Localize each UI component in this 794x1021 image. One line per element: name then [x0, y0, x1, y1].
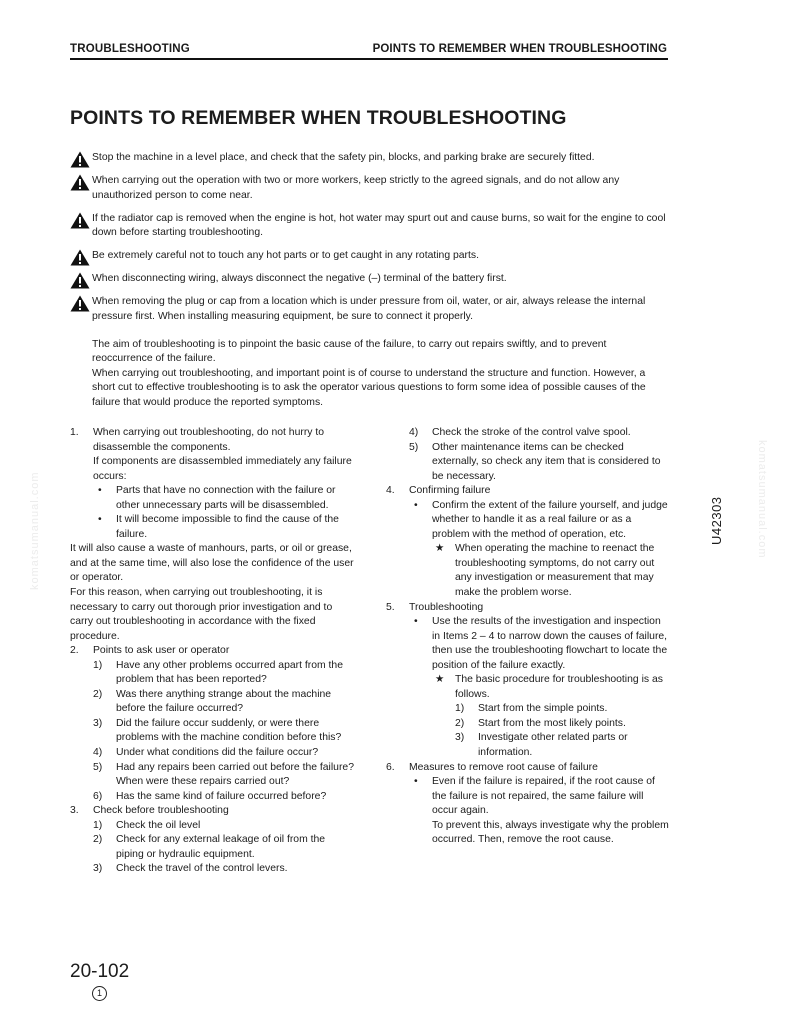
numbered-item — [70, 426, 354, 542]
item-text: Measures to remove root cause of failure — [409, 761, 598, 773]
star-icon: ★ — [435, 543, 445, 555]
intro-block — [92, 338, 668, 410]
sub-text: Had any repairs been carried out before the failure? — [116, 761, 354, 773]
item-number: 5. — [386, 601, 395, 613]
sub-item — [93, 717, 354, 746]
item-text: Troubleshooting — [409, 601, 484, 613]
sub-number: 2) — [93, 834, 103, 846]
warning-list — [70, 151, 670, 333]
sub-item — [409, 441, 670, 485]
bullet-text: It will become impossible to find the cause of the failure. — [116, 514, 339, 540]
item-number: 1. — [70, 427, 79, 438]
star-note — [432, 673, 670, 760]
body-paragraph: It will also cause a waste of manhours, parts, or oil or grease, and at the same time, will also lose the confidence of the user or operator. — [70, 543, 354, 584]
sub-text: Under what conditions did the failure occur? — [116, 747, 319, 759]
bullet-text: To prevent this, always investigate why the problem occurred. Then, remove the root cause. — [432, 819, 669, 846]
sub-text: Start from the most likely points. — [478, 717, 626, 729]
item-number: 6. — [386, 761, 395, 773]
sub-item — [93, 833, 354, 862]
item-text: Points to ask user or operator — [93, 645, 230, 657]
sub-number: 1) — [93, 659, 103, 671]
sub-item — [93, 746, 354, 761]
sub-item — [93, 819, 354, 834]
star-icon: ★ — [435, 674, 445, 686]
warning-text: When removing the plug or cap from a location which is under pressure from oil, water, or air, always release the internal pressure first. When installing measuring equipment, be sure to connect it properly. — [92, 296, 646, 322]
numbered-item-continued — [386, 426, 670, 484]
sub-number: 4) — [93, 747, 103, 759]
sub-number: 2) — [455, 717, 465, 729]
sub-text: Has the same kind of failure occurred before? — [116, 790, 327, 802]
item-text: If components are disassembled immediately any failure occurs: — [93, 456, 352, 482]
sub-item — [455, 717, 670, 732]
sub-number: 5) — [93, 761, 103, 773]
sub-text: Check the oil level — [116, 819, 201, 831]
warning-item — [70, 272, 670, 287]
sub-text: Check the travel of the control levers. — [116, 863, 288, 875]
bullet-item — [409, 775, 670, 848]
sub-item — [93, 659, 354, 688]
figure-code: U42303 — [709, 496, 724, 545]
star-note — [432, 542, 670, 600]
numbered-item — [386, 484, 670, 600]
warning-triangle-icon — [70, 212, 90, 229]
numbered-item — [386, 601, 670, 761]
warning-item — [70, 151, 670, 166]
left-column — [70, 426, 354, 877]
revision-mark: 1 — [92, 986, 107, 1001]
item-text: Check before troubleshooting — [93, 805, 229, 817]
warning-item — [70, 249, 670, 264]
bullet-marker: • — [414, 776, 418, 788]
bullet-marker: • — [414, 499, 418, 511]
header-page-title: POINTS TO REMEMBER WHEN TROUBLESHOOTING — [372, 43, 667, 55]
right-column — [386, 426, 670, 848]
header-divider — [70, 58, 668, 60]
body-paragraph: For this reason, when carrying out troubleshooting, it is necessary to carry out thorough prior investigation and to carry out troubleshooting in accordance with the fixed procedure. — [70, 587, 333, 642]
sub-number: 3) — [455, 732, 465, 744]
warning-item — [70, 212, 670, 241]
intro-paragraph: The aim of troubleshooting is to pinpoint the basic cause of the failure, to carry out repairs swiftly, and to prevent reoccurrence of the failure. — [92, 339, 607, 365]
bullet-marker: • — [98, 514, 102, 526]
header-section-title: TROUBLESHOOTING — [70, 43, 190, 55]
page-number: 20-102 — [70, 961, 130, 982]
bullet-marker: • — [414, 616, 418, 628]
sub-text: Check the stroke of the control valve spool. — [432, 427, 631, 438]
sub-number: 1) — [455, 703, 465, 715]
sub-number: 4) — [409, 427, 419, 438]
bullet-marker: • — [98, 485, 102, 497]
sub-number: 2) — [93, 688, 103, 700]
warning-text: When carrying out the operation with two or more workers, keep strictly to the agreed signals, and do not allow any unauthorized person to come near. — [92, 174, 620, 201]
sub-number: 6) — [93, 790, 103, 802]
warning-triangle-icon — [70, 249, 90, 266]
sub-item — [93, 790, 354, 805]
star-text: When operating the machine to reenact the troubleshooting symptoms, do not carry out any investigation or measurement that may make the problem worse. — [455, 543, 655, 599]
numbered-item — [70, 644, 354, 804]
sub-text: Have any other problems occurred apart from the problem that has been reported? — [116, 659, 343, 686]
sub-item — [93, 688, 354, 717]
bullet-item — [409, 499, 670, 601]
sub-number: 1) — [93, 819, 103, 831]
bullet-item — [93, 513, 354, 542]
warning-text: Stop the machine in a level place, and check that the safety pin, blocks, and parking brake are securely fitted. — [92, 152, 595, 163]
item-text: Confirming failure — [409, 485, 491, 497]
intro-paragraph: When carrying out troubleshooting, and important point is of course to understand the structure and function. However, a short cut to effective troubleshooting is to ask the operator various questions to form some idea of possible causes of the failure that would produce the reported symptoms. — [92, 367, 646, 408]
sub-text: Did the failure occur suddenly, or were there problems with the machine condition before this? — [116, 717, 342, 744]
numbered-item — [70, 804, 354, 877]
watermark-left: komatsumanual.com — [29, 471, 41, 590]
numbered-item — [386, 761, 670, 848]
sub-item — [455, 731, 670, 760]
sub-text: Was there anything strange about the machine before the failure occurred? — [116, 688, 332, 715]
sub-number: 5) — [409, 441, 419, 453]
bullet-text: Even if the failure is repaired, if the root cause of the failure is not repaired, the same failure will occur again. — [432, 776, 655, 817]
warning-triangle-icon — [70, 272, 90, 289]
bullet-item — [93, 484, 354, 513]
bullet-item — [409, 615, 670, 760]
sub-number: 3) — [93, 863, 103, 875]
bullet-text: Confirm the extent of the failure yourself, and judge whether to handle it as a real failure or as a problem with the method of operation, etc. — [432, 499, 668, 540]
sub-text: Other maintenance items can be checked externally, so check any item that is considered to be necessary. — [432, 441, 661, 482]
watermark-right: komatsumanual.com — [756, 440, 768, 559]
bullet-text: Use the results of the investigation and inspection in Items 2 – 4 to narrow down the causes of failure, then use the troubleshooting flowchart to locate the position of the failure exactly. — [432, 616, 668, 671]
sub-text: Investigate other related parts or information. — [478, 732, 628, 759]
sub-text: When were these repairs carried out? — [116, 776, 290, 788]
warning-text: Be extremely careful not to touch any hot parts or to get caught in any rotating parts. — [92, 250, 479, 262]
bullet-text: Parts that have no connection with the failure or other unnecessary parts will be disassembled. — [116, 485, 336, 511]
warning-text: If the radiator cap is removed when the engine is hot, hot water may spurt out and cause burns, so wait for the engine to cool down before starting troubleshooting. — [92, 212, 666, 239]
sub-item — [455, 702, 670, 717]
item-number: 2. — [70, 645, 79, 657]
sub-text: Start from the simple points. — [478, 703, 608, 715]
warning-item — [70, 174, 670, 203]
item-number: 4. — [386, 485, 395, 497]
warning-text: When disconnecting wiring, always disconnect the negative (–) terminal of the battery first. — [92, 273, 507, 285]
warning-triangle-icon — [70, 151, 90, 168]
warning-item — [70, 295, 670, 324]
sub-text: Check for any external leakage of oil from the piping or hydraulic equipment. — [116, 834, 326, 860]
sub-item — [93, 761, 354, 790]
warning-triangle-icon — [70, 295, 90, 312]
star-text: The basic procedure for troubleshooting is as follows. — [455, 674, 663, 700]
sub-item — [409, 426, 670, 441]
page-title: POINTS TO REMEMBER WHEN TROUBLESHOOTING — [70, 107, 567, 129]
item-text: When carrying out troubleshooting, do not hurry to disassemble the components. — [93, 427, 325, 453]
sub-item — [93, 862, 354, 877]
warning-triangle-icon — [70, 174, 90, 191]
item-number: 3. — [70, 805, 79, 817]
sub-number: 3) — [93, 717, 103, 729]
